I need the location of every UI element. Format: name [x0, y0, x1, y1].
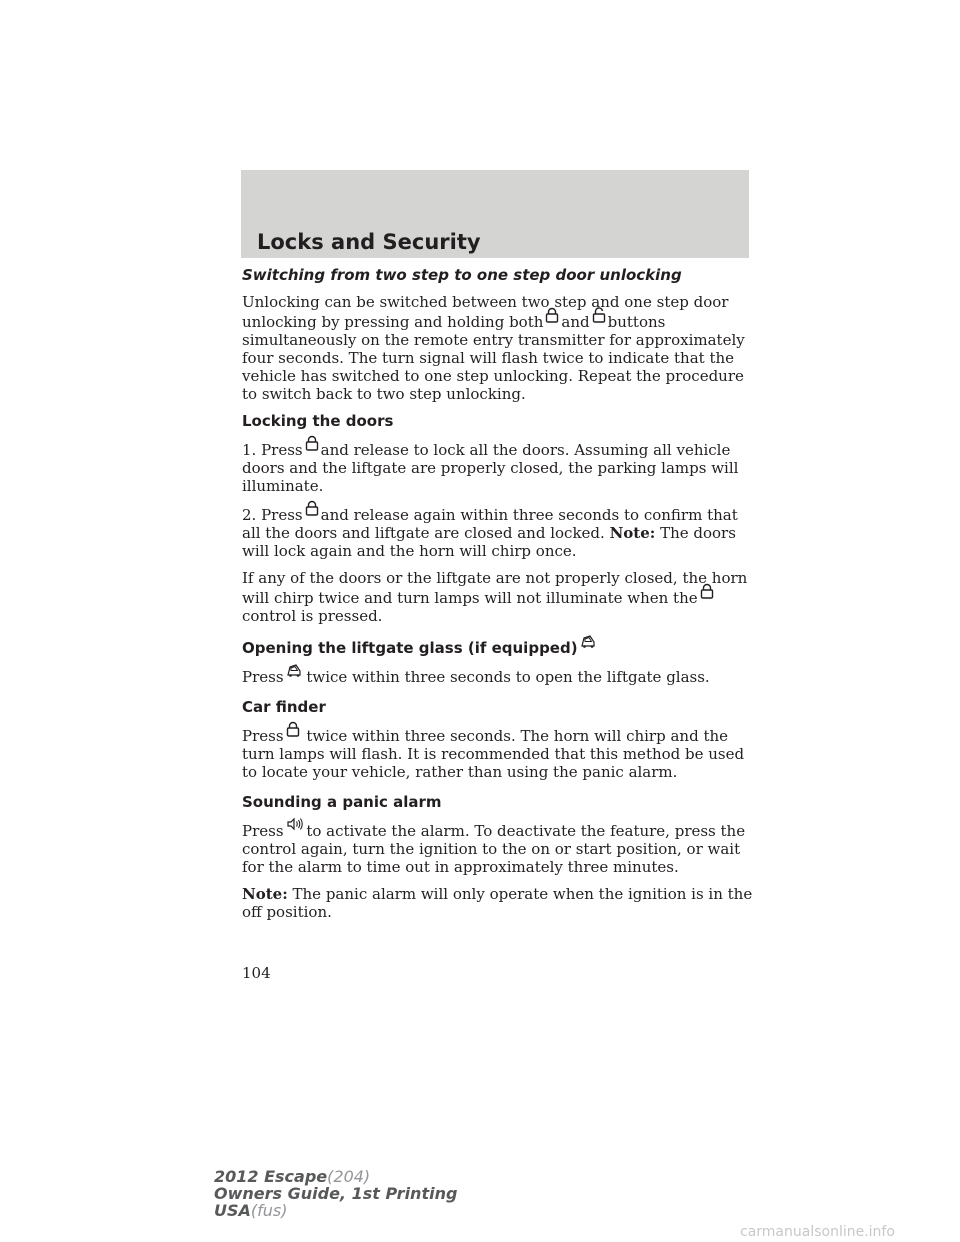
text-span: and	[561, 313, 590, 331]
text-span: 2. Press	[242, 506, 303, 524]
section-title: Locks and Security	[257, 230, 481, 254]
text-span: The doors will lock again and the horn will chirp once.	[242, 524, 736, 560]
footer-market-code: (fus)	[250, 1201, 288, 1220]
lock-icon	[305, 435, 319, 451]
text-span: and release again within three seconds to confirm that all the doors and liftgate are closed and locked.	[242, 506, 738, 542]
note-label: Note:	[242, 885, 288, 903]
footer-market: USA	[214, 1201, 251, 1220]
lock-icon	[545, 307, 559, 323]
page-content	[242, 266, 757, 930]
text-span: The panic alarm will only operate when the ignition is in the off position.	[242, 885, 753, 921]
liftgate-glass-icon	[286, 662, 300, 678]
text-span: If any of the doors or the liftgate are not properly closed, the horn will chirp twice and turn lamps will not illuminate when the	[242, 569, 748, 607]
heading-panic-alarm: Sounding a panic alarm	[242, 793, 442, 811]
heading-two-step: Switching from two step to one step door unlocking	[242, 266, 682, 284]
text-span: twice within three seconds to open the liftgate glass.	[306, 668, 710, 686]
text-span: Unlocking can be switched between two step and one step door unlocking by pressing and holding both	[242, 293, 729, 331]
lock-icon	[700, 583, 714, 599]
text-span: and release to lock all the doors. Assuming all vehicle doors and the liftgate are properly closed, the parking lamps will illuminate.	[242, 441, 739, 495]
heading-locking-doors: Locking the doors	[242, 412, 394, 430]
paragraph-car-finder	[242, 725, 757, 781]
footer-model-code: (204)	[327, 1167, 371, 1186]
heading-car-finder: Car finder	[242, 698, 326, 716]
footer-model: 2012 Escape	[214, 1167, 328, 1186]
paragraph-locking-step-3	[242, 569, 757, 625]
text-span: 1. Press	[242, 441, 303, 459]
paragraph-locking-step-2	[242, 504, 757, 560]
footer-print-info	[214, 1168, 457, 1219]
text-span: Press	[242, 822, 284, 840]
section-header-band	[241, 170, 749, 258]
paragraph-locking-step-1	[242, 439, 757, 495]
footer-line-model	[214, 1168, 457, 1185]
text-span: control is pressed.	[242, 607, 383, 625]
paragraph-panic-note	[242, 885, 757, 921]
panic-alarm-icon	[286, 816, 300, 832]
paragraph-liftgate	[242, 666, 757, 686]
unlock-icon	[592, 307, 606, 323]
footer-line-guide	[214, 1185, 457, 1202]
heading-text: Opening the liftgate glass (if equipped)	[242, 639, 578, 657]
lock-icon	[286, 721, 300, 737]
note-label: Note:	[609, 524, 656, 542]
footer-line-market	[214, 1202, 457, 1219]
text-span: to activate the alarm. To deactivate the feature, press the control again, turn the ignition to the on or start position, or wait for the alarm to time out in approximately three minutes.	[242, 822, 746, 876]
heading-liftgate-glass	[242, 637, 757, 657]
watermark: carmanualsonline.info	[740, 1224, 895, 1240]
text-span: Press	[242, 668, 284, 686]
text-span: Press	[242, 727, 284, 745]
lock-icon	[305, 500, 319, 516]
page-number: 104	[242, 964, 271, 982]
footer-guide: Owners Guide, 1st Printing	[214, 1184, 458, 1203]
paragraph-panic-alarm	[242, 820, 757, 876]
text-span: buttons simultaneously on the remote entry transmitter for approximately four seconds. The turn signal will flash twice to indicate that the vehicle has switched to one step unlocking. Repeat the procedure to switch back to two step unlocking.	[242, 313, 745, 403]
text-span: twice within three seconds. The horn will chirp and the turn lamps will flash. It is recommended that this method be used to locate your vehicle, rather than using the panic alarm.	[242, 727, 745, 781]
paragraph-two-step	[242, 293, 757, 403]
liftgate-glass-icon	[580, 633, 594, 649]
